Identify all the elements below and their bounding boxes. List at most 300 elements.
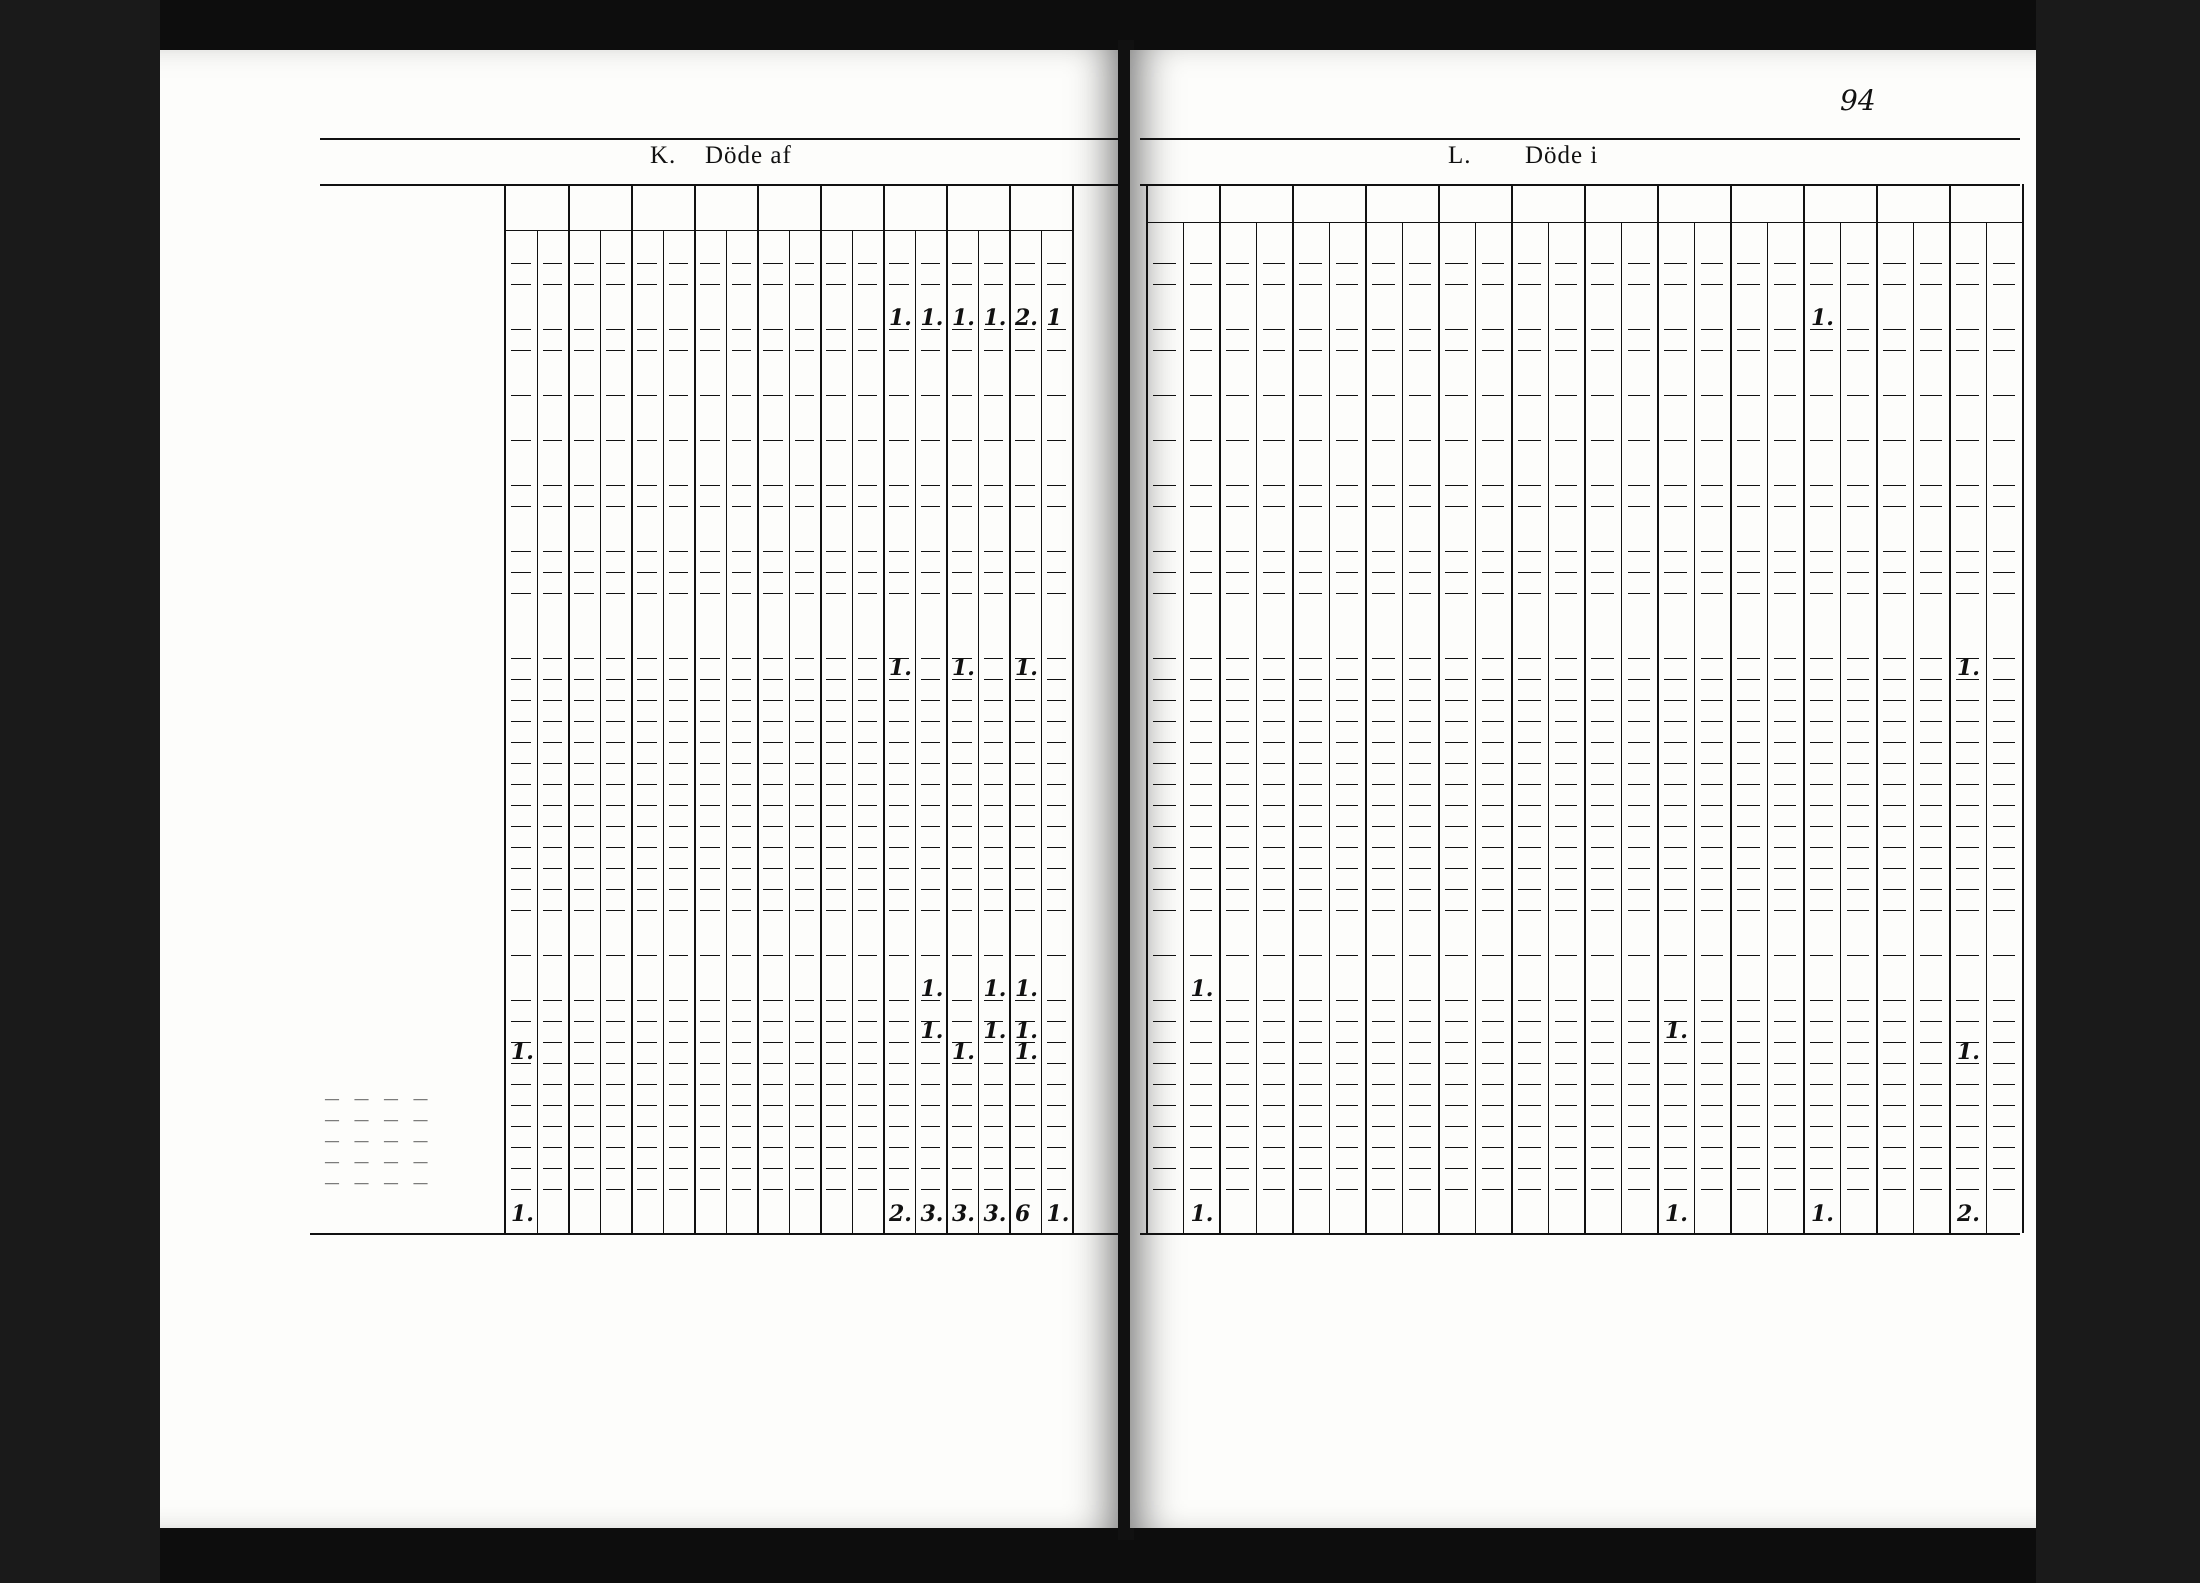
cell-dash bbox=[700, 784, 720, 785]
cell-dash bbox=[1372, 329, 1395, 330]
cell-dash bbox=[1701, 700, 1724, 701]
cell-dash bbox=[1047, 572, 1067, 573]
cell-dash bbox=[1664, 784, 1687, 785]
cell-dash bbox=[511, 868, 531, 869]
left-page bbox=[160, 50, 1120, 1528]
cell-dash bbox=[669, 1084, 689, 1085]
cell-dash bbox=[1226, 284, 1249, 285]
cell-dash bbox=[1555, 700, 1578, 701]
cell-dash bbox=[1847, 440, 1870, 441]
cell-dash bbox=[1336, 805, 1359, 806]
cell-dash bbox=[1190, 868, 1213, 869]
cell-dash bbox=[1263, 658, 1286, 659]
cell-dash bbox=[921, 868, 941, 869]
cell-dash bbox=[700, 350, 720, 351]
cell-dash bbox=[1299, 572, 1322, 573]
cell-dash bbox=[1482, 826, 1505, 827]
cell-dash bbox=[1628, 329, 1651, 330]
cell-dash bbox=[1701, 440, 1724, 441]
cell-dash bbox=[1015, 955, 1035, 956]
cell-dash bbox=[606, 485, 626, 486]
cell-dash bbox=[1226, 700, 1249, 701]
cell-dash bbox=[1993, 395, 2016, 396]
cell-dash bbox=[732, 1126, 752, 1127]
cell-dash bbox=[669, 1105, 689, 1106]
cell-dash bbox=[1993, 847, 2016, 848]
cell-dash bbox=[826, 910, 846, 911]
cell-dash bbox=[1409, 1063, 1432, 1064]
cell-dash bbox=[1701, 284, 1724, 285]
cell-dash bbox=[952, 742, 972, 743]
column-rule bbox=[1949, 184, 1951, 1233]
cell-dash bbox=[1015, 1147, 1035, 1148]
cell-dash bbox=[606, 572, 626, 573]
cell-dash bbox=[1956, 868, 1979, 869]
cell-dash bbox=[1153, 700, 1176, 701]
cell-dash bbox=[1956, 805, 1979, 806]
column-rule bbox=[789, 230, 790, 1233]
cell-dash bbox=[1409, 350, 1432, 351]
cell-dash bbox=[700, 763, 720, 764]
cell-dash bbox=[1883, 284, 1906, 285]
cell-dash bbox=[1555, 721, 1578, 722]
cell-dash bbox=[511, 284, 531, 285]
cell-dash bbox=[1482, 847, 1505, 848]
cell-dash bbox=[1664, 805, 1687, 806]
cell-dash bbox=[574, 1147, 594, 1148]
cell-dash bbox=[1482, 1042, 1505, 1043]
cell-dash bbox=[826, 1105, 846, 1106]
cell-dash bbox=[1883, 572, 1906, 573]
handwritten-entry: 1. bbox=[983, 1018, 1007, 1044]
cell-dash bbox=[763, 1042, 783, 1043]
cell-dash bbox=[1701, 910, 1724, 911]
cell-dash bbox=[1956, 551, 1979, 552]
cell-dash bbox=[1847, 721, 1870, 722]
cell-dash bbox=[1920, 350, 1943, 351]
cell-dash bbox=[1847, 1189, 1870, 1190]
cell-dash bbox=[1190, 1084, 1213, 1085]
cell-dash bbox=[1047, 1189, 1067, 1190]
cell-dash bbox=[669, 485, 689, 486]
cell-dash bbox=[1810, 395, 1833, 396]
cell-dash bbox=[1409, 889, 1432, 890]
cell-dash bbox=[1518, 284, 1541, 285]
cell-dash bbox=[1664, 506, 1687, 507]
cell-dash bbox=[606, 329, 626, 330]
cell-dash bbox=[1701, 1147, 1724, 1148]
column-rule bbox=[1621, 222, 1622, 1233]
handwritten-entry: 2. bbox=[1015, 305, 1038, 331]
cell-dash bbox=[637, 350, 657, 351]
cell-dash bbox=[1628, 1147, 1651, 1148]
cell-dash bbox=[1482, 572, 1505, 573]
cell-dash bbox=[763, 1084, 783, 1085]
cell-dash bbox=[1664, 742, 1687, 743]
cell-dash bbox=[1591, 1063, 1614, 1064]
cell-dash bbox=[1555, 868, 1578, 869]
cell-dash bbox=[606, 593, 626, 594]
cell-dash bbox=[763, 658, 783, 659]
cell-dash bbox=[1810, 679, 1833, 680]
cell-dash bbox=[826, 440, 846, 441]
cell-dash bbox=[1372, 1126, 1395, 1127]
handwritten-entry: 1. bbox=[983, 305, 1007, 331]
cell-dash bbox=[984, 868, 1004, 869]
cell-dash bbox=[795, 1147, 815, 1148]
cell-dash bbox=[1299, 551, 1322, 552]
cell-dash bbox=[1883, 847, 1906, 848]
cell-dash bbox=[1737, 742, 1760, 743]
cell-dash bbox=[1591, 1105, 1614, 1106]
cell-dash bbox=[1883, 440, 1906, 441]
cell-dash bbox=[1047, 784, 1067, 785]
cell-dash bbox=[1263, 847, 1286, 848]
cell-dash bbox=[700, 1168, 720, 1169]
cell-dash bbox=[637, 284, 657, 285]
cell-dash bbox=[1015, 440, 1035, 441]
cell-dash bbox=[1847, 955, 1870, 956]
cell-dash bbox=[511, 847, 531, 848]
cell-dash bbox=[1993, 263, 2016, 264]
cell-dash bbox=[574, 1168, 594, 1169]
cell-dash bbox=[1226, 847, 1249, 848]
cell-dash bbox=[763, 805, 783, 806]
cell-dash bbox=[1336, 284, 1359, 285]
cell-dash bbox=[1956, 593, 1979, 594]
cell-dash bbox=[858, 700, 878, 701]
cell-dash bbox=[700, 679, 720, 680]
cell-dash bbox=[606, 658, 626, 659]
cell-dash bbox=[1956, 350, 1979, 351]
cell-dash bbox=[1409, 485, 1432, 486]
cell-dash bbox=[1409, 910, 1432, 911]
cell-dash bbox=[1445, 742, 1468, 743]
cell-dash bbox=[952, 1084, 972, 1085]
cell-dash bbox=[732, 805, 752, 806]
cell-dash bbox=[952, 826, 972, 827]
cell-dash bbox=[606, 263, 626, 264]
cell-dash bbox=[1336, 1105, 1359, 1106]
cell-dash bbox=[732, 1105, 752, 1106]
cell-dash bbox=[1409, 284, 1432, 285]
handwritten-entry: 1. bbox=[1665, 1018, 1688, 1044]
cell-dash bbox=[1664, 763, 1687, 764]
cell-dash bbox=[1993, 440, 2016, 441]
column-rule bbox=[1365, 184, 1367, 1233]
cell-dash bbox=[1372, 1021, 1395, 1022]
cell-dash bbox=[1482, 263, 1505, 264]
cell-dash bbox=[1299, 1000, 1322, 1001]
cell-dash bbox=[889, 395, 909, 396]
cell-dash bbox=[1409, 805, 1432, 806]
cell-dash bbox=[1299, 350, 1322, 351]
cell-dash bbox=[1591, 910, 1614, 911]
cell-dash bbox=[1555, 1042, 1578, 1043]
cell-dash bbox=[1810, 847, 1833, 848]
cell-dash bbox=[1336, 1168, 1359, 1169]
cell-dash bbox=[1737, 572, 1760, 573]
cell-dash bbox=[1190, 658, 1213, 659]
cell-dash bbox=[795, 395, 815, 396]
cell-dash bbox=[1409, 868, 1432, 869]
handwritten-entry: 1. bbox=[1015, 1018, 1038, 1044]
cell-dash bbox=[1591, 506, 1614, 507]
cell-dash bbox=[1153, 1063, 1176, 1064]
cell-dash bbox=[1993, 1126, 2016, 1127]
handwritten-entry: 1. bbox=[1015, 976, 1038, 1002]
cell-dash bbox=[1591, 868, 1614, 869]
cell-dash bbox=[795, 440, 815, 441]
cell-dash bbox=[1482, 551, 1505, 552]
cell-dash bbox=[1263, 350, 1286, 351]
cell-dash bbox=[1810, 889, 1833, 890]
cell-dash bbox=[1190, 1147, 1213, 1148]
cell-dash bbox=[952, 263, 972, 264]
cell-dash bbox=[1372, 658, 1395, 659]
cell-dash bbox=[858, 679, 878, 680]
cell-dash bbox=[511, 742, 531, 743]
cell-dash bbox=[1810, 784, 1833, 785]
cell-dash bbox=[1190, 1063, 1213, 1064]
cell-dash bbox=[606, 1042, 626, 1043]
cell-dash bbox=[1628, 742, 1651, 743]
cell-dash bbox=[1883, 1189, 1906, 1190]
cell-dash bbox=[700, 847, 720, 848]
cell-dash bbox=[1664, 679, 1687, 680]
cell-dash bbox=[889, 805, 909, 806]
cell-dash bbox=[637, 1021, 657, 1022]
cell-dash bbox=[1518, 805, 1541, 806]
cell-dash bbox=[1774, 1126, 1797, 1127]
cell-dash bbox=[1555, 1168, 1578, 1169]
cell-dash bbox=[732, 763, 752, 764]
cell-dash bbox=[511, 805, 531, 806]
cell-dash bbox=[1263, 763, 1286, 764]
cell-dash bbox=[1701, 572, 1724, 573]
cell-dash bbox=[1774, 1042, 1797, 1043]
cell-dash bbox=[1847, 1000, 1870, 1001]
cell-dash bbox=[1409, 329, 1432, 330]
cell-dash bbox=[1737, 1000, 1760, 1001]
cell-dash bbox=[637, 593, 657, 594]
left-section-title: Döde af bbox=[705, 142, 792, 169]
cell-dash bbox=[1190, 805, 1213, 806]
cell-dash bbox=[1482, 658, 1505, 659]
cell-dash bbox=[1591, 742, 1614, 743]
cell-dash bbox=[669, 847, 689, 848]
cell-dash bbox=[1482, 395, 1505, 396]
column-rule bbox=[1657, 184, 1659, 1233]
cell-dash bbox=[1518, 1084, 1541, 1085]
cell-dash bbox=[1299, 1189, 1322, 1190]
cell-dash bbox=[1226, 826, 1249, 827]
column-rule bbox=[1292, 184, 1294, 1233]
cell-dash bbox=[574, 350, 594, 351]
cell-dash bbox=[1482, 805, 1505, 806]
cell-dash bbox=[1372, 1105, 1395, 1106]
cell-dash bbox=[984, 350, 1004, 351]
cell-dash bbox=[574, 700, 594, 701]
cell-dash bbox=[1518, 572, 1541, 573]
book-edge-left bbox=[0, 0, 160, 1583]
cell-dash bbox=[763, 395, 783, 396]
cell-dash bbox=[700, 721, 720, 722]
cell-dash bbox=[1153, 593, 1176, 594]
cell-dash bbox=[984, 284, 1004, 285]
cell-dash bbox=[1628, 889, 1651, 890]
cell-dash bbox=[511, 955, 531, 956]
cell-dash bbox=[543, 506, 563, 507]
cell-dash bbox=[1555, 485, 1578, 486]
cell-dash bbox=[1263, 1021, 1286, 1022]
cell-dash bbox=[1445, 784, 1468, 785]
cell-dash bbox=[1153, 1084, 1176, 1085]
cell-dash bbox=[1445, 329, 1468, 330]
cell-dash bbox=[1920, 805, 1943, 806]
cell-dash bbox=[669, 440, 689, 441]
cell-dash bbox=[1956, 763, 1979, 764]
column-rule bbox=[1183, 222, 1184, 1233]
cell-dash bbox=[889, 700, 909, 701]
cell-dash bbox=[669, 679, 689, 680]
cell-dash bbox=[795, 329, 815, 330]
cell-dash bbox=[1445, 551, 1468, 552]
cell-dash bbox=[763, 826, 783, 827]
cell-dash bbox=[1847, 284, 1870, 285]
cell-dash bbox=[700, 955, 720, 956]
cell-dash bbox=[1774, 329, 1797, 330]
cell-dash bbox=[606, 1021, 626, 1022]
cell-dash bbox=[574, 1042, 594, 1043]
cell-dash bbox=[669, 889, 689, 890]
cell-dash bbox=[1015, 1084, 1035, 1085]
cell-dash bbox=[1920, 868, 1943, 869]
column-rule bbox=[978, 230, 979, 1233]
handwritten-entry: 1. bbox=[511, 1039, 534, 1065]
cell-dash bbox=[732, 721, 752, 722]
cell-dash bbox=[700, 805, 720, 806]
blank-row-dashes: — — — — bbox=[325, 1176, 434, 1191]
cell-dash bbox=[795, 1168, 815, 1169]
cell-dash bbox=[1701, 889, 1724, 890]
cell-dash bbox=[1482, 955, 1505, 956]
cell-dash bbox=[1555, 1063, 1578, 1064]
cell-dash bbox=[732, 847, 752, 848]
cell-dash bbox=[606, 440, 626, 441]
cell-dash bbox=[1993, 329, 2016, 330]
cell-dash bbox=[1993, 1063, 2016, 1064]
cell-dash bbox=[732, 1084, 752, 1085]
cell-dash bbox=[1555, 847, 1578, 848]
top-rule bbox=[1140, 138, 2020, 140]
cell-dash bbox=[732, 700, 752, 701]
cell-dash bbox=[1153, 284, 1176, 285]
cell-dash bbox=[921, 679, 941, 680]
cell-dash bbox=[1153, 847, 1176, 848]
cell-dash bbox=[1336, 1189, 1359, 1190]
cell-dash bbox=[1190, 700, 1213, 701]
cell-dash bbox=[1372, 721, 1395, 722]
cell-dash bbox=[1409, 593, 1432, 594]
cell-dash bbox=[1701, 658, 1724, 659]
cell-dash bbox=[1555, 551, 1578, 552]
cell-dash bbox=[858, 742, 878, 743]
cell-dash bbox=[732, 572, 752, 573]
cell-dash bbox=[606, 284, 626, 285]
cell-dash bbox=[1518, 485, 1541, 486]
cell-dash bbox=[1774, 551, 1797, 552]
cell-dash bbox=[1701, 1042, 1724, 1043]
cell-dash bbox=[1956, 506, 1979, 507]
cell-dash bbox=[1701, 263, 1724, 264]
cell-dash bbox=[669, 826, 689, 827]
cell-dash bbox=[1153, 955, 1176, 956]
column-rule bbox=[1584, 184, 1586, 1233]
cell-dash bbox=[1664, 1105, 1687, 1106]
cell-dash bbox=[1993, 784, 2016, 785]
cell-dash bbox=[669, 506, 689, 507]
cell-dash bbox=[1226, 658, 1249, 659]
cell-dash bbox=[511, 350, 531, 351]
cell-dash bbox=[543, 889, 563, 890]
cell-dash bbox=[669, 805, 689, 806]
cell-dash bbox=[574, 847, 594, 848]
cell-dash bbox=[795, 1126, 815, 1127]
cell-dash bbox=[952, 889, 972, 890]
cell-dash bbox=[1190, 440, 1213, 441]
cell-dash bbox=[1336, 506, 1359, 507]
cell-dash bbox=[1190, 742, 1213, 743]
cell-dash bbox=[826, 395, 846, 396]
cell-dash bbox=[858, 1084, 878, 1085]
cell-dash bbox=[1336, 593, 1359, 594]
cell-dash bbox=[889, 1189, 909, 1190]
header-rule bbox=[1140, 184, 2020, 186]
cell-dash bbox=[921, 721, 941, 722]
cell-dash bbox=[574, 955, 594, 956]
cell-dash bbox=[1372, 440, 1395, 441]
cell-dash bbox=[1372, 742, 1395, 743]
cell-dash bbox=[1226, 679, 1249, 680]
cell-dash bbox=[1336, 1042, 1359, 1043]
cell-dash bbox=[1591, 485, 1614, 486]
cell-dash bbox=[1015, 1168, 1035, 1169]
cell-dash bbox=[1518, 784, 1541, 785]
cell-dash bbox=[826, 1189, 846, 1190]
cell-dash bbox=[1482, 1189, 1505, 1190]
cell-dash bbox=[1701, 784, 1724, 785]
cell-dash bbox=[795, 1084, 815, 1085]
cell-dash bbox=[1701, 1168, 1724, 1169]
cell-dash bbox=[984, 1126, 1004, 1127]
cell-dash bbox=[1372, 868, 1395, 869]
handwritten-entry: 1. bbox=[1665, 1201, 1688, 1227]
cell-dash bbox=[1628, 551, 1651, 552]
cell-dash bbox=[1153, 551, 1176, 552]
cell-dash bbox=[1993, 679, 2016, 680]
cell-dash bbox=[543, 284, 563, 285]
cell-dash bbox=[1847, 763, 1870, 764]
cell-dash bbox=[543, 679, 563, 680]
cell-dash bbox=[1518, 763, 1541, 764]
cell-dash bbox=[1015, 395, 1035, 396]
cell-dash bbox=[889, 955, 909, 956]
cell-dash bbox=[1883, 551, 1906, 552]
cell-dash bbox=[1336, 955, 1359, 956]
cell-dash bbox=[1015, 868, 1035, 869]
cell-dash bbox=[1993, 572, 2016, 573]
